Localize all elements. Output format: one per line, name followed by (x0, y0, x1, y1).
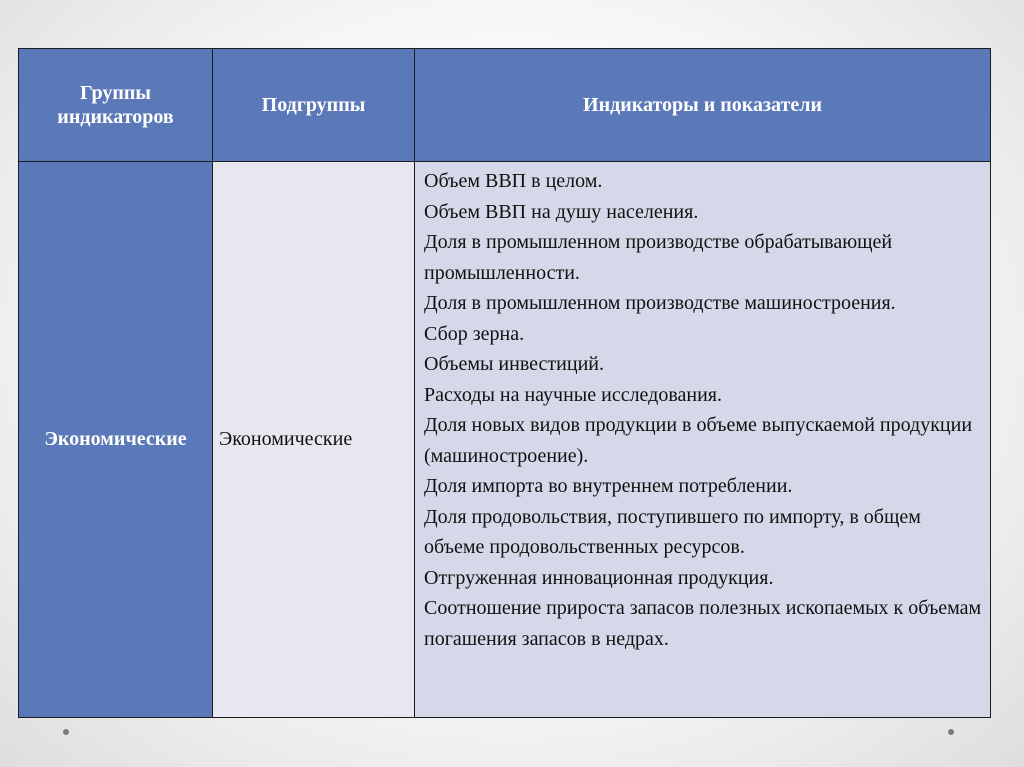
indicator-item: Доля в промышленном производстве обрабатывающей промышленности. (424, 231, 893, 284)
indicator-item: Объем ВВП на душу населения. (424, 200, 699, 223)
indicator-item: Отгруженная инновационная продукция. (424, 566, 774, 589)
subgroup-cell: Экономические (213, 162, 415, 718)
indicator-item: Объем ВВП в целом. (424, 170, 603, 192)
header-row (19, 49, 991, 162)
header-groups-label: Группы индикаторов (57, 82, 174, 128)
header-subgroups: Подгруппы (213, 49, 415, 162)
indicators-table (18, 48, 991, 718)
header-indicators: Индикаторы и показатели (415, 49, 991, 162)
indicators-list (424, 166, 984, 654)
decorative-dot-left (63, 729, 69, 735)
group-cell: Экономические (19, 162, 213, 718)
indicator-item: Соотношение прироста запасов полезных ископаемых к объемам погашения запасов в недрах. (424, 597, 982, 650)
decorative-dot-right (948, 729, 954, 735)
indicator-item: Сбор зерна. (424, 322, 525, 345)
indicator-item: Расходы на научные исследования. (424, 383, 722, 406)
indicator-item: Доля в промышленном производстве машиностроения. (424, 292, 896, 314)
indicator-item: Доля импорта во внутреннем потреблении. (424, 475, 793, 497)
indicator-item: Объемы инвестиций. (424, 353, 604, 375)
indicator-item: Доля новых видов продукции в объеме выпускаемой продукции (машиностроение). (424, 414, 973, 467)
indicators-cell (415, 162, 991, 718)
economic-row (19, 162, 991, 718)
indicator-item: Доля продовольствия, поступившего по импорту, в общем объеме продовольственных ресурсов. (424, 505, 921, 558)
header-groups (19, 49, 213, 162)
